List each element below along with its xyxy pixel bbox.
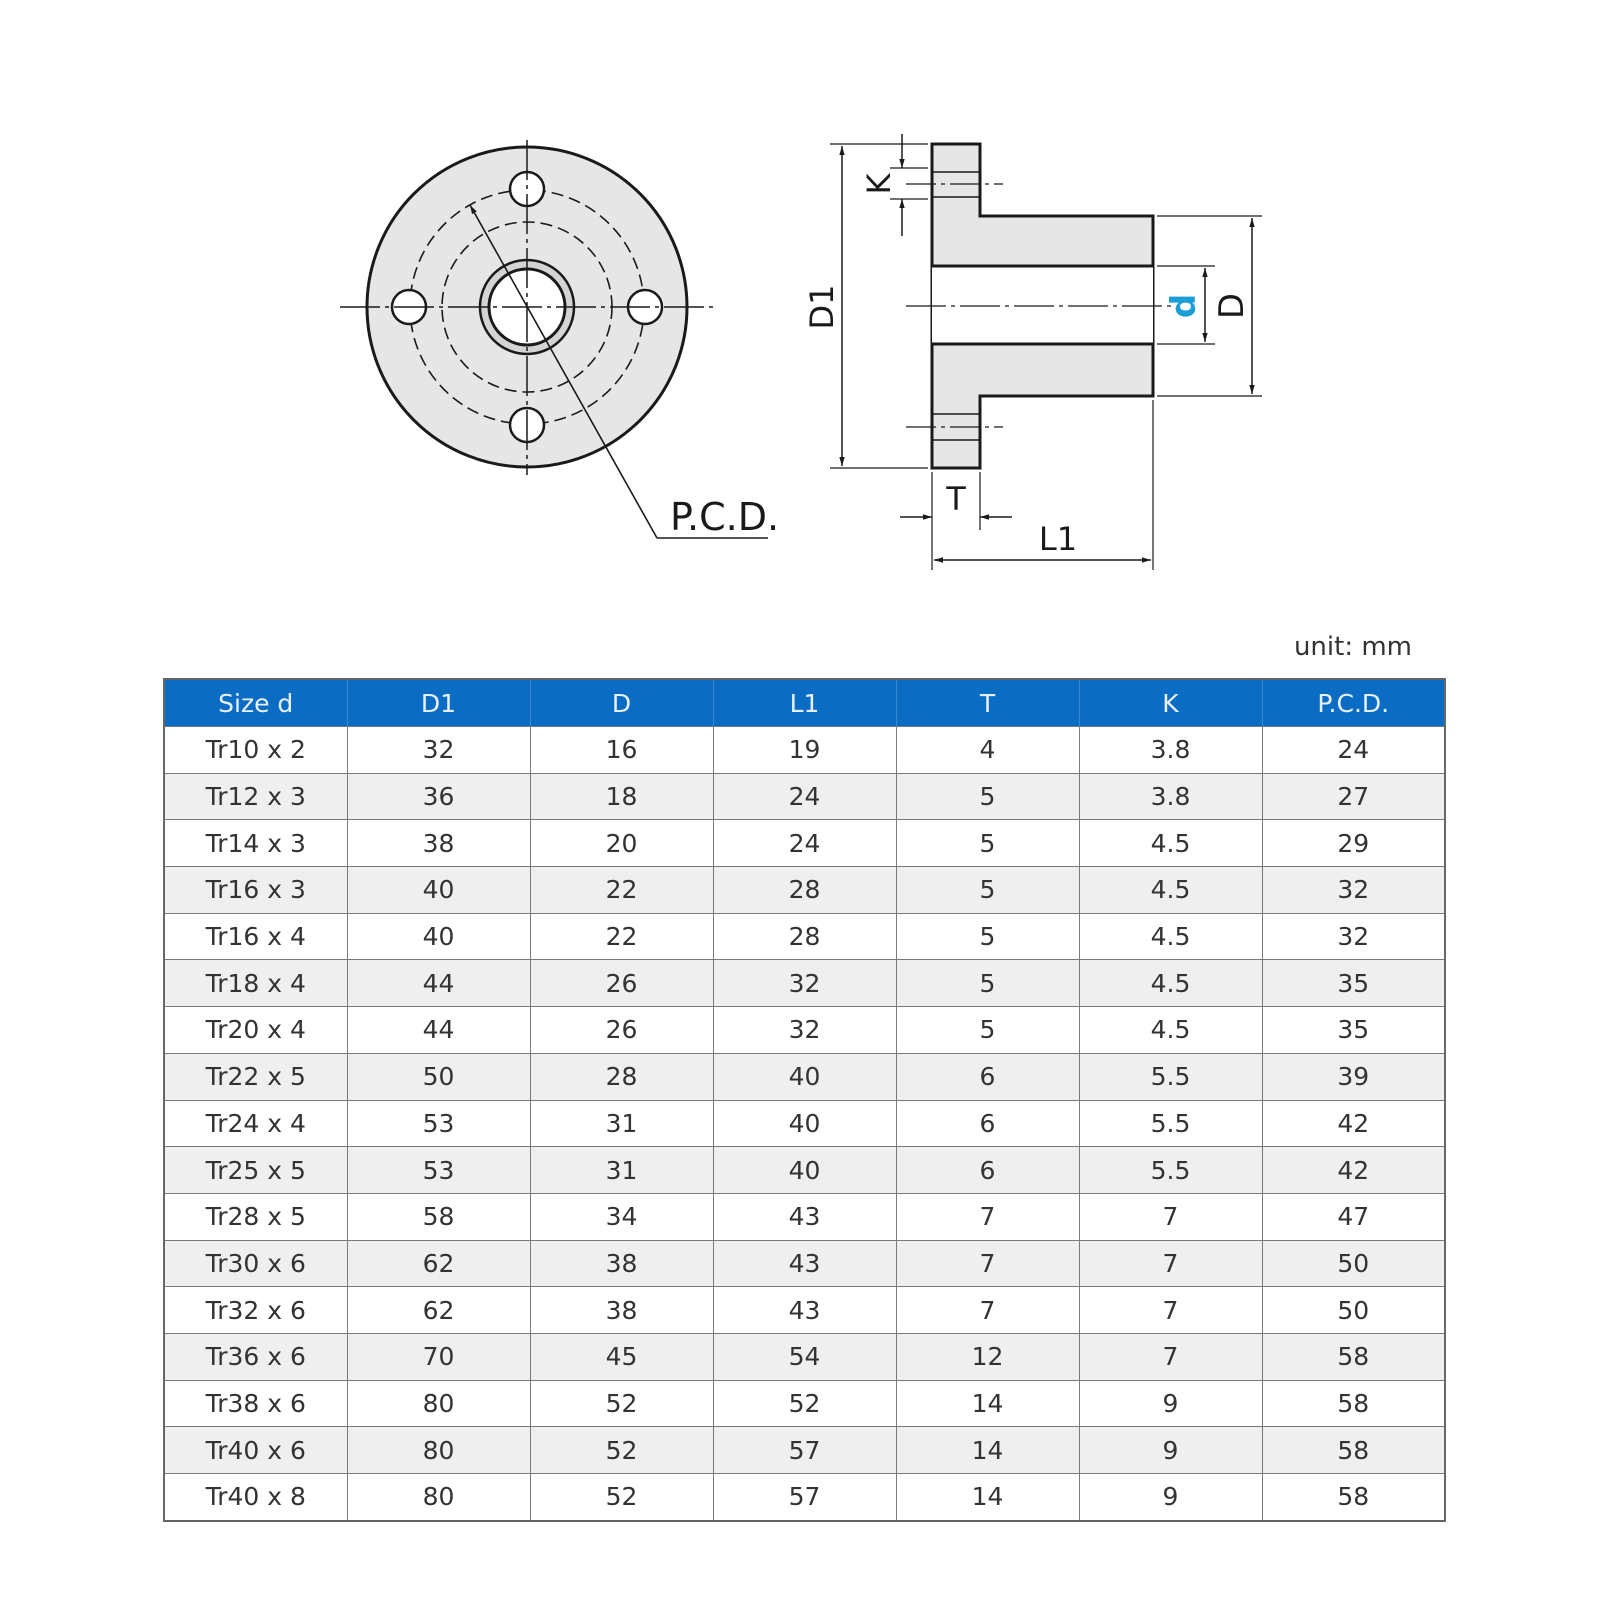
- technical-drawing: [0, 0, 1600, 600]
- table-cell: 43: [713, 1287, 896, 1334]
- table-cell: 4.5: [1079, 913, 1262, 960]
- table-cell: 16: [530, 727, 713, 774]
- table-cell: 5: [896, 913, 1079, 960]
- table-cell: 35: [1262, 960, 1445, 1007]
- table-cell: 52: [530, 1474, 713, 1521]
- table-cell: 80: [347, 1427, 530, 1474]
- table-cell: 35: [1262, 1007, 1445, 1054]
- table-cell: 40: [347, 867, 530, 914]
- table-cell: 52: [530, 1380, 713, 1427]
- table-cell: 9: [1079, 1427, 1262, 1474]
- column-header: L1: [713, 679, 896, 727]
- column-header: P.C.D.: [1262, 679, 1445, 727]
- table-cell: 7: [1079, 1287, 1262, 1334]
- table-cell: 47: [1262, 1193, 1445, 1240]
- table-cell: 50: [1262, 1287, 1445, 1334]
- d1-label: D1: [803, 284, 841, 330]
- table-cell: Tr14 x 3: [164, 820, 347, 867]
- table-cell: 20: [530, 820, 713, 867]
- table-cell: Tr32 x 6: [164, 1287, 347, 1334]
- table-cell: 28: [530, 1053, 713, 1100]
- table-cell: 22: [530, 867, 713, 914]
- table-cell: 54: [713, 1333, 896, 1380]
- table-cell: 58: [1262, 1380, 1445, 1427]
- column-header: K: [1079, 679, 1262, 727]
- table-cell: 39: [1262, 1053, 1445, 1100]
- table-cell: 5: [896, 867, 1079, 914]
- table-row: [164, 1380, 1445, 1427]
- table-cell: 58: [1262, 1474, 1445, 1521]
- table-cell: 57: [713, 1427, 896, 1474]
- column-header: D: [530, 679, 713, 727]
- unit-label: unit: mm: [1293, 632, 1412, 662]
- table-cell: 3.8: [1079, 727, 1262, 774]
- table-cell: 38: [530, 1240, 713, 1287]
- table-cell: Tr40 x 6: [164, 1427, 347, 1474]
- table-cell: 4: [896, 727, 1079, 774]
- table-cell: 62: [347, 1240, 530, 1287]
- table-cell: 5: [896, 960, 1079, 1007]
- table-cell: 32: [713, 960, 896, 1007]
- table-cell: 36: [347, 773, 530, 820]
- table-cell: 58: [1262, 1333, 1445, 1380]
- l1-label: L1: [1038, 520, 1078, 558]
- table-cell: 5: [896, 820, 1079, 867]
- table-cell: 5.5: [1079, 1053, 1262, 1100]
- table-cell: 32: [347, 727, 530, 774]
- dimension-table: [163, 678, 1446, 1522]
- table-row: [164, 1333, 1445, 1380]
- table-cell: 12: [896, 1333, 1079, 1380]
- table-cell: 32: [1262, 867, 1445, 914]
- table-cell: 14: [896, 1427, 1079, 1474]
- table-cell: 80: [347, 1474, 530, 1521]
- column-header: D1: [347, 679, 530, 727]
- table-cell: Tr36 x 6: [164, 1333, 347, 1380]
- pcd-label: P.C.D.: [670, 495, 780, 539]
- table-cell: 4.5: [1079, 820, 1262, 867]
- table-cell: 32: [713, 1007, 896, 1054]
- table-row: [164, 867, 1445, 914]
- k-label: K: [860, 173, 898, 195]
- table-cell: 28: [713, 913, 896, 960]
- table-cell: Tr16 x 3: [164, 867, 347, 914]
- table-body: [164, 727, 1445, 1521]
- table-cell: 31: [530, 1100, 713, 1147]
- table-row: [164, 1193, 1445, 1240]
- table-cell: 28: [713, 867, 896, 914]
- table-cell: 4.5: [1079, 867, 1262, 914]
- table-cell: Tr28 x 5: [164, 1193, 347, 1240]
- table-cell: 19: [713, 727, 896, 774]
- table-cell: 58: [347, 1193, 530, 1240]
- table-cell: 53: [347, 1147, 530, 1194]
- table-cell: 38: [347, 820, 530, 867]
- table-cell: 4.5: [1079, 960, 1262, 1007]
- table-cell: 3.8: [1079, 773, 1262, 820]
- table-cell: 6: [896, 1100, 1079, 1147]
- table-cell: 7: [1079, 1333, 1262, 1380]
- table-cell: 40: [713, 1147, 896, 1194]
- table-cell: 43: [713, 1240, 896, 1287]
- table-cell: 24: [1262, 727, 1445, 774]
- table-cell: 5.5: [1079, 1100, 1262, 1147]
- table-cell: Tr16 x 4: [164, 913, 347, 960]
- table-cell: Tr22 x 5: [164, 1053, 347, 1100]
- table-row: [164, 1100, 1445, 1147]
- table-row: [164, 1053, 1445, 1100]
- d-label: d: [1164, 293, 1204, 319]
- table-cell: Tr38 x 6: [164, 1380, 347, 1427]
- table-cell: 50: [347, 1053, 530, 1100]
- table-cell: Tr18 x 4: [164, 960, 347, 1007]
- table-cell: 6: [896, 1053, 1079, 1100]
- table-header-row: [164, 679, 1445, 727]
- table-row: [164, 820, 1445, 867]
- table-cell: 14: [896, 1474, 1079, 1521]
- table-cell: 44: [347, 1007, 530, 1054]
- table-cell: 9: [1079, 1380, 1262, 1427]
- table-row: [164, 1474, 1445, 1521]
- table-cell: 52: [530, 1427, 713, 1474]
- table-cell: 44: [347, 960, 530, 1007]
- table-cell: 26: [530, 1007, 713, 1054]
- table-cell: 7: [896, 1287, 1079, 1334]
- table-cell: 42: [1262, 1147, 1445, 1194]
- table-cell: Tr30 x 6: [164, 1240, 347, 1287]
- table-cell: 26: [530, 960, 713, 1007]
- table-cell: 5.5: [1079, 1147, 1262, 1194]
- table-cell: 7: [1079, 1240, 1262, 1287]
- table-cell: 58: [1262, 1427, 1445, 1474]
- table-cell: 7: [1079, 1193, 1262, 1240]
- table-row: [164, 913, 1445, 960]
- table-cell: Tr20 x 4: [164, 1007, 347, 1054]
- front-view: [340, 140, 779, 539]
- column-header: T: [896, 679, 1079, 727]
- table-cell: 7: [896, 1240, 1079, 1287]
- column-header: Size d: [164, 679, 347, 727]
- table-cell: 29: [1262, 820, 1445, 867]
- table-cell: 40: [713, 1053, 896, 1100]
- table-cell: Tr10 x 2: [164, 727, 347, 774]
- table-cell: 42: [1262, 1100, 1445, 1147]
- table-cell: 45: [530, 1333, 713, 1380]
- table-cell: 53: [347, 1100, 530, 1147]
- table-cell: Tr12 x 3: [164, 773, 347, 820]
- table-cell: 57: [713, 1474, 896, 1521]
- table-row: [164, 1287, 1445, 1334]
- side-view: [803, 134, 1262, 570]
- table-cell: 80: [347, 1380, 530, 1427]
- table-row: [164, 727, 1445, 774]
- table-row: [164, 1147, 1445, 1194]
- t-label: T: [946, 480, 966, 518]
- table-cell: Tr40 x 8: [164, 1474, 347, 1521]
- table-cell: 7: [896, 1193, 1079, 1240]
- table-cell: Tr25 x 5: [164, 1147, 347, 1194]
- table-row: [164, 773, 1445, 820]
- table-cell: 43: [713, 1193, 896, 1240]
- table-cell: 40: [347, 913, 530, 960]
- D-label: D: [1212, 292, 1252, 320]
- table-cell: 14: [896, 1380, 1079, 1427]
- table-row: [164, 1240, 1445, 1287]
- table-cell: 34: [530, 1193, 713, 1240]
- bore-band: [932, 266, 1153, 344]
- table-cell: 24: [713, 773, 896, 820]
- table-cell: 38: [530, 1287, 713, 1334]
- table-cell: 52: [713, 1380, 896, 1427]
- table-cell: 70: [347, 1333, 530, 1380]
- table-row: [164, 1427, 1445, 1474]
- table-cell: 27: [1262, 773, 1445, 820]
- table-cell: 9: [1079, 1474, 1262, 1521]
- table-cell: 22: [530, 913, 713, 960]
- table-row: [164, 960, 1445, 1007]
- table-row: [164, 1007, 1445, 1054]
- table-cell: 62: [347, 1287, 530, 1334]
- table-cell: 24: [713, 820, 896, 867]
- table-cell: 4.5: [1079, 1007, 1262, 1054]
- table-cell: 5: [896, 1007, 1079, 1054]
- table-cell: 5: [896, 773, 1079, 820]
- table-cell: Tr24 x 4: [164, 1100, 347, 1147]
- table-cell: 40: [713, 1100, 896, 1147]
- table-cell: 18: [530, 773, 713, 820]
- table-cell: 50: [1262, 1240, 1445, 1287]
- table-cell: 31: [530, 1147, 713, 1194]
- table-cell: 6: [896, 1147, 1079, 1194]
- table-cell: 32: [1262, 913, 1445, 960]
